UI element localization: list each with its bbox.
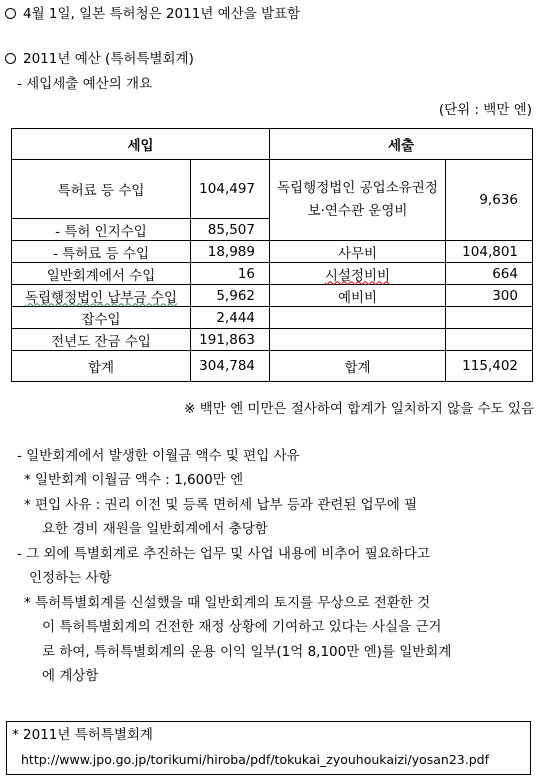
expense-label: 예비비	[270, 285, 446, 307]
reference-label: * 2011년 특허특별회계	[12, 727, 153, 743]
revenue-value: 85,507	[191, 219, 270, 241]
revenue-value: 191,863	[191, 329, 270, 351]
revenue-label: - 특허 인지수입	[12, 219, 191, 241]
expense-value: 664	[446, 263, 533, 285]
bullet-line: - 일반회계에서 발생한 이월금 액수 및 편입 사유	[17, 448, 300, 464]
revenue-value: 16	[191, 263, 270, 285]
circle-bullet-icon	[5, 8, 16, 19]
bullet-line: 로 하여, 특허특별회계의 운용 이익 일부(1억 8,100만 엔)를 일반회계	[42, 644, 452, 660]
headline-text: 4월 1일, 일본 특허청은 2011년 예산을 발표함	[23, 6, 301, 22]
bullet-line: * 편입 사유 : 권리 이전 및 등록 면허세 납부 등과 관련된 업무에 필	[24, 497, 418, 513]
expense-value: 9,636	[446, 160, 533, 241]
circle-bullet-icon	[5, 53, 16, 64]
total-revenue-value: 304,784	[191, 351, 270, 382]
total-row	[12, 351, 533, 382]
table-row	[12, 241, 533, 263]
bullet-line: 이 특허특별회계의 건전한 재정 상황에 기여하고 있다는 사실을 근거	[42, 619, 442, 635]
revenue-label: - 특허료 등 수입	[12, 241, 191, 263]
revenue-value: 18,989	[191, 241, 270, 263]
expense-value: 300	[446, 285, 533, 307]
revenue-label	[12, 285, 191, 307]
bullet-line: 에 계상함	[42, 668, 99, 684]
revenue-value: 5,962	[191, 285, 270, 307]
bullet-line: - 그 외에 특별회계로 추진하는 업무 및 사업 내용에 비추어 필요하다고	[17, 546, 430, 562]
expense-label-text: 독립행정법인 공업소유권정보·연수관 운영비	[277, 180, 438, 219]
expense-label: 사무비	[270, 241, 446, 263]
bullet-line: 요한 경비 재원을 일반회계에서 충당함	[42, 521, 268, 537]
table-row	[12, 285, 533, 307]
revenue-header: 세입	[12, 129, 270, 160]
table-row	[12, 329, 533, 351]
table-row	[12, 160, 533, 219]
subsection-title: - 세입세출 예산의 개요	[17, 76, 153, 92]
budget-table	[11, 128, 533, 382]
revenue-label: 잡수입	[12, 307, 191, 329]
revenue-label: 특허료 등 수입	[12, 160, 191, 219]
expense-value: 104,801	[446, 241, 533, 263]
expense-label	[270, 329, 446, 351]
bullet-line: * 일반회계 이월금 액수 : 1,600만 엔	[24, 472, 244, 488]
table-header-row	[12, 129, 533, 160]
total-revenue-label: 합계	[12, 351, 191, 382]
section-title	[5, 50, 194, 68]
unit-note: (단위 : 백만 엔)	[438, 102, 532, 118]
expense-header: 세출	[270, 129, 533, 160]
section-title-text: 2011년 예산 (특허특별회계)	[23, 51, 194, 67]
expense-label-text: 시설정비비	[324, 267, 391, 284]
revenue-value: 104,497	[191, 160, 270, 219]
expense-value	[446, 307, 533, 329]
reference-link[interactable]	[21, 751, 489, 769]
headline	[5, 5, 300, 23]
expense-value	[446, 329, 533, 351]
table-row	[12, 263, 533, 285]
expense-label	[270, 263, 446, 285]
total-expense-label: 합계	[270, 351, 446, 382]
reference-url[interactable]: http://www.jpo.go.jp/torikumi/hiroba/pdf/tokukai_zyouhoukaizi/yosan23.pdf	[21, 752, 489, 767]
revenue-value: 2,444	[191, 307, 270, 329]
expense-label	[270, 160, 446, 241]
bullet-line: 인정하는 사항	[29, 570, 112, 586]
total-expense-value: 115,402	[446, 351, 533, 382]
revenue-label: 전년도 잔금 수입	[12, 329, 191, 351]
table-footnote: ※ 백만 엔 미만은 절사하여 합계가 일치하지 않을 수도 있음	[184, 401, 534, 417]
bullet-line: * 특허특별회계를 신설했을 때 일반회계의 토지를 무상으로 전환한 것	[24, 595, 431, 611]
expense-label	[270, 307, 446, 329]
reference-box	[6, 721, 531, 775]
revenue-label-text: 독립행정법인 납부금 수입	[24, 289, 178, 306]
revenue-label: 일반회계에서 수입	[12, 263, 191, 285]
table-row	[12, 307, 533, 329]
